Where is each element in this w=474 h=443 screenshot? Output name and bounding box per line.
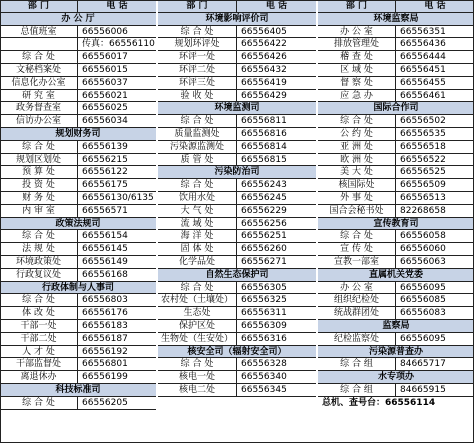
phone-number: 66556192 xyxy=(82,346,128,357)
table-row xyxy=(318,38,474,51)
table-row xyxy=(158,307,316,320)
phone-number: 66556305 xyxy=(241,282,287,293)
department-name: 督 察 处 xyxy=(318,77,396,89)
table-row xyxy=(0,166,156,179)
table-row xyxy=(158,294,316,307)
phone-number: 66556571 xyxy=(82,205,128,216)
phone-number: 66556328 xyxy=(241,359,287,370)
phone-number: 66556351 xyxy=(400,26,446,37)
column-header xyxy=(318,0,474,13)
phone-number: 66556154 xyxy=(82,231,128,242)
department-name: 办 公 室 xyxy=(318,26,396,38)
department-name: 化学品处 xyxy=(158,256,237,268)
table-row xyxy=(318,179,474,192)
department-name: 大 气 处 xyxy=(158,205,237,217)
section-header: 政策法规司 xyxy=(0,218,156,231)
department-name: 生态处 xyxy=(158,307,237,319)
switchboard-total: 总机、查号台：66556114 xyxy=(322,397,436,408)
department-name: 亚 洲 处 xyxy=(318,141,396,153)
table-row xyxy=(0,115,156,128)
header-phone: 电 话 xyxy=(106,1,128,11)
department-name: 预 算 处 xyxy=(0,166,78,178)
section-header: 环境监测司 xyxy=(158,102,316,115)
table-row xyxy=(0,307,156,320)
table-row xyxy=(158,26,316,39)
department-name: 固 体 处 xyxy=(158,243,237,255)
department-name: 综 合 处 xyxy=(0,230,78,242)
phone-number: 66556419 xyxy=(241,77,287,88)
department-name: 行政复议处 xyxy=(0,269,78,281)
phone-number: 66556183 xyxy=(82,320,128,331)
phone-number: 66556815 xyxy=(241,154,287,165)
table-row xyxy=(158,358,316,371)
phone-number: 66556060 xyxy=(400,244,446,255)
department-name: 政务督查室 xyxy=(0,102,78,114)
table-row xyxy=(158,256,316,269)
department-name: 区 域 处 xyxy=(318,64,396,76)
table-row xyxy=(0,346,156,359)
table-row xyxy=(158,128,316,141)
table-row xyxy=(0,90,156,103)
table-row xyxy=(158,218,316,231)
phone-number: 66556215 xyxy=(82,154,128,165)
phone-number: 66556025 xyxy=(82,103,128,114)
department-name: 综 合 处 xyxy=(318,230,396,242)
phone-number: 66556187 xyxy=(82,333,128,344)
department-name xyxy=(0,38,78,50)
column-header xyxy=(158,0,316,13)
department-name: 环评二处 xyxy=(158,64,237,76)
table-row xyxy=(158,51,316,64)
section-header: 水专项办 xyxy=(318,371,474,384)
table-row xyxy=(158,192,316,205)
department-name: 文秘档案处 xyxy=(0,64,78,76)
phone-number: 66556021 xyxy=(82,90,128,101)
table-row xyxy=(0,141,156,154)
table-row xyxy=(0,269,156,282)
department-name: 综 合 处 xyxy=(158,115,237,127)
phone-number: 66556034 xyxy=(82,116,128,127)
department-name: 质 管 处 xyxy=(158,154,237,166)
table-row xyxy=(318,128,474,141)
phone-number: 66556006 xyxy=(82,26,128,37)
department-name: 欧 洲 处 xyxy=(318,154,396,166)
header-phone: 电 话 xyxy=(265,1,288,11)
table-row xyxy=(318,26,474,39)
phone-number: 66556168 xyxy=(82,269,128,280)
phone-number: 66556325 xyxy=(241,295,287,306)
table-row xyxy=(0,230,156,243)
department-name: 综 合 组 xyxy=(318,384,396,396)
department-name: 干部二处 xyxy=(0,333,78,345)
phone-number: 66556422 xyxy=(241,39,287,50)
table-row xyxy=(318,256,474,269)
table-row xyxy=(318,384,474,397)
phone-number: 66556122 xyxy=(82,167,128,178)
table-row xyxy=(158,38,316,51)
table-row xyxy=(318,230,474,243)
department-name: 综 合 处 xyxy=(158,358,237,370)
phone-number: 66556461 xyxy=(400,90,446,101)
department-name: 体 改 处 xyxy=(0,307,78,319)
phone-number: 66556436 xyxy=(400,39,446,50)
phone-number: 66556803 xyxy=(82,295,128,306)
table-row xyxy=(0,102,156,115)
phone-number: 传真：66556110 xyxy=(82,39,155,50)
department-name: 验 收 处 xyxy=(158,90,237,102)
section-header: 行政体制与人事司 xyxy=(0,282,156,295)
table-row xyxy=(0,243,156,256)
department-name: 综 合 处 xyxy=(158,26,237,38)
table-row xyxy=(0,38,156,51)
column-header xyxy=(0,0,156,13)
phone-number: 66556205 xyxy=(82,397,128,408)
department-name: 干部一处 xyxy=(0,320,78,332)
department-name: 宣教一部室 xyxy=(318,256,396,268)
department-name: 组织纪检处 xyxy=(318,294,396,306)
table-row xyxy=(158,282,316,295)
phone-number: 66556455 xyxy=(400,77,446,88)
header-dept: 部 门 xyxy=(158,0,237,12)
section-header: 环境监察局 xyxy=(318,13,474,26)
table-row xyxy=(0,64,156,77)
table-row xyxy=(158,154,316,167)
column-2-body xyxy=(158,13,316,397)
department-name: 美 大 处 xyxy=(318,166,396,178)
phone-number: 66556015 xyxy=(82,64,128,75)
department-name: 质量监测处 xyxy=(158,128,237,140)
department-name: 海 洋 处 xyxy=(158,230,237,242)
phone-number: 66556811 xyxy=(241,116,287,127)
phone-number: 66556444 xyxy=(400,52,446,63)
section-header: 规划财务司 xyxy=(0,128,156,141)
table-row xyxy=(158,141,316,154)
section-header: 污染源普查办 xyxy=(318,346,474,359)
table-row xyxy=(0,77,156,90)
phone-number: 66556451 xyxy=(400,64,446,75)
department-name: 综 合 处 xyxy=(158,282,237,294)
department-name: 饮用水处 xyxy=(158,192,237,204)
phone-number: 66556426 xyxy=(241,52,287,63)
phone-number: 66556176 xyxy=(82,308,128,319)
phone-number: 66556801 xyxy=(82,359,128,370)
department-name: 综 合 处 xyxy=(0,141,78,153)
department-name: 公 约 处 xyxy=(318,128,396,140)
table-row xyxy=(318,205,474,218)
table-row xyxy=(158,64,316,77)
phone-number: 66556175 xyxy=(82,180,128,191)
phone-number: 66556816 xyxy=(241,128,287,139)
table-row xyxy=(318,64,474,77)
section-header: 直属机关党委 xyxy=(318,269,474,282)
department-name: 办 公 室 xyxy=(318,282,396,294)
phone-number: 84665717 xyxy=(400,359,446,370)
department-name: 综 合 处 xyxy=(158,179,237,191)
table-row xyxy=(0,179,156,192)
department-name: 宣 传 处 xyxy=(318,243,396,255)
phone-number: 66556814 xyxy=(241,141,287,152)
department-name: 内 审 室 xyxy=(0,205,78,217)
table-row xyxy=(0,205,156,218)
phone-number: 66556345 xyxy=(241,384,287,395)
section-header: 办 公 厅 xyxy=(0,13,156,26)
table-row xyxy=(0,333,156,346)
department-name: 核国际处 xyxy=(318,179,396,191)
phone-number: 66556513 xyxy=(400,192,446,203)
table-row xyxy=(158,230,316,243)
table-row xyxy=(318,154,474,167)
phone-number: 66556251 xyxy=(241,231,287,242)
department-name: 规划环评处 xyxy=(158,38,237,50)
phone-number: 82268658 xyxy=(400,205,446,216)
department-name: 流 域 处 xyxy=(158,218,237,230)
phone-number: 66556309 xyxy=(241,320,287,331)
phone-number: 66556405 xyxy=(241,26,287,37)
phone-number: 84665915 xyxy=(400,384,446,395)
department-name: 综 合 处 xyxy=(0,397,78,409)
phone-number: 66556095 xyxy=(400,333,446,344)
phone-number: 66556037 xyxy=(82,77,128,88)
phone-number: 66556311 xyxy=(241,308,287,319)
phone-number: 66556229 xyxy=(241,205,287,216)
column-3-body xyxy=(318,13,474,410)
department-name: 纪检监察处 xyxy=(318,333,396,345)
department-name: 研 究 室 xyxy=(0,90,78,102)
phone-number: 66556130/6135 xyxy=(82,192,154,203)
department-name: 外 事 处 xyxy=(318,192,396,204)
table-row xyxy=(0,51,156,64)
header-dept: 部 门 xyxy=(318,0,396,12)
phone-number: 66556502 xyxy=(400,116,446,127)
department-name: 稽 查 处 xyxy=(318,51,396,63)
column-2 xyxy=(158,0,316,397)
section-header: 环境影响评价司 xyxy=(158,13,316,26)
department-name: 生物处（生安处） xyxy=(158,333,237,345)
department-name: 应 急 办 xyxy=(318,90,396,102)
table-row xyxy=(0,358,156,371)
phone-number: 66556522 xyxy=(400,154,446,165)
phone-number: 66556260 xyxy=(241,244,287,255)
table-row xyxy=(318,77,474,90)
column-3 xyxy=(318,0,474,410)
table-row xyxy=(158,243,316,256)
phone-number: 66556525 xyxy=(400,167,446,178)
table-row xyxy=(0,154,156,167)
phone-number: 66556017 xyxy=(82,52,128,63)
phone-number: 66556199 xyxy=(82,372,128,383)
department-name: 信息化办公室 xyxy=(0,77,78,89)
department-name: 法 规 处 xyxy=(0,243,78,255)
table-row xyxy=(318,294,474,307)
table-row xyxy=(0,294,156,307)
table-row xyxy=(0,397,156,410)
department-name: 核电二处 xyxy=(158,384,237,396)
section-header: 科技标准司 xyxy=(0,384,156,397)
section-header: 监察局 xyxy=(318,320,474,333)
table-row xyxy=(318,166,474,179)
phone-number: 66556535 xyxy=(400,128,446,139)
table-row xyxy=(158,179,316,192)
department-name: 离退休办 xyxy=(0,371,78,383)
section-header: 国际合作司 xyxy=(318,102,474,115)
table-row xyxy=(158,90,316,103)
department-name: 综 合 处 xyxy=(318,115,396,127)
phone-number: 66556243 xyxy=(241,180,287,191)
department-name: 保护区处 xyxy=(158,320,237,332)
section-header: 自然生态保护司 xyxy=(158,269,316,282)
table-row xyxy=(158,333,316,346)
table-row xyxy=(158,115,316,128)
department-name: 核电一处 xyxy=(158,371,237,383)
phone-number: 66556139 xyxy=(82,141,128,152)
table-row xyxy=(318,243,474,256)
department-name: 投 资 处 xyxy=(0,179,78,191)
department-name: 财 务 处 xyxy=(0,192,78,204)
department-name: 干部监督处 xyxy=(0,358,78,370)
department-name: 国合会秘书处 xyxy=(318,205,396,217)
column-1-body xyxy=(0,13,156,410)
table-row xyxy=(318,358,474,371)
department-name: 人 才 处 xyxy=(0,346,78,358)
phone-number: 66556083 xyxy=(400,308,446,319)
table-row xyxy=(0,192,156,205)
table-row xyxy=(158,371,316,384)
department-name: 排放管理处 xyxy=(318,38,396,50)
phone-number: 66556149 xyxy=(82,256,128,267)
table-row xyxy=(318,51,474,64)
table-row xyxy=(0,371,156,384)
table-row xyxy=(318,333,474,346)
table-row xyxy=(0,256,156,269)
table-row xyxy=(318,307,474,320)
table-row xyxy=(318,192,474,205)
department-name: 规划区划处 xyxy=(0,154,78,166)
department-name: 污染源监测处 xyxy=(158,141,237,153)
phone-number: 66556316 xyxy=(241,333,287,344)
section-header: 宣传教育司 xyxy=(318,218,474,231)
phone-number: 66556145 xyxy=(82,244,128,255)
phone-number: 66556245 xyxy=(241,192,287,203)
department-name: 环评一处 xyxy=(158,51,237,63)
phone-number: 66556058 xyxy=(400,231,446,242)
department-name: 统战群团处 xyxy=(318,307,396,319)
phone-number: 66556340 xyxy=(241,372,287,383)
phone-number: 66556095 xyxy=(400,282,446,293)
phone-number: 66556085 xyxy=(400,295,446,306)
table-row xyxy=(158,384,316,397)
department-name: 综 合 处 xyxy=(0,294,78,306)
table-row xyxy=(0,26,156,39)
department-name: 综 合 组 xyxy=(318,358,396,370)
phone-number: 66556429 xyxy=(241,90,287,101)
phone-number: 66556509 xyxy=(400,180,446,191)
department-name: 信访办公室 xyxy=(0,115,78,127)
table-row xyxy=(318,282,474,295)
table-row xyxy=(318,115,474,128)
phone-number: 66556256 xyxy=(241,218,287,229)
header-dept: 部 门 xyxy=(0,0,78,12)
department-name: 总值班室 xyxy=(0,26,78,38)
department-name: 农村处（土壤处） xyxy=(158,294,237,306)
table-row xyxy=(318,90,474,103)
table-row xyxy=(0,320,156,333)
phone-number: 66556518 xyxy=(400,141,446,152)
table-row xyxy=(158,77,316,90)
section-header: 核安全司（辐射安全司） xyxy=(158,346,316,359)
table-row xyxy=(158,320,316,333)
department-name: 环境政策处 xyxy=(0,256,78,268)
table-row xyxy=(158,205,316,218)
phone-number: 66556271 xyxy=(241,256,287,267)
section-header: 污染防治司 xyxy=(158,166,316,179)
table-row xyxy=(318,141,474,154)
column-1 xyxy=(0,0,156,410)
header-phone: 电 话 xyxy=(424,1,446,11)
phone-number: 66556432 xyxy=(241,64,287,75)
department-name: 综 合 处 xyxy=(0,51,78,63)
phone-number: 66556063 xyxy=(400,256,446,267)
department-name: 环评三处 xyxy=(158,77,237,89)
